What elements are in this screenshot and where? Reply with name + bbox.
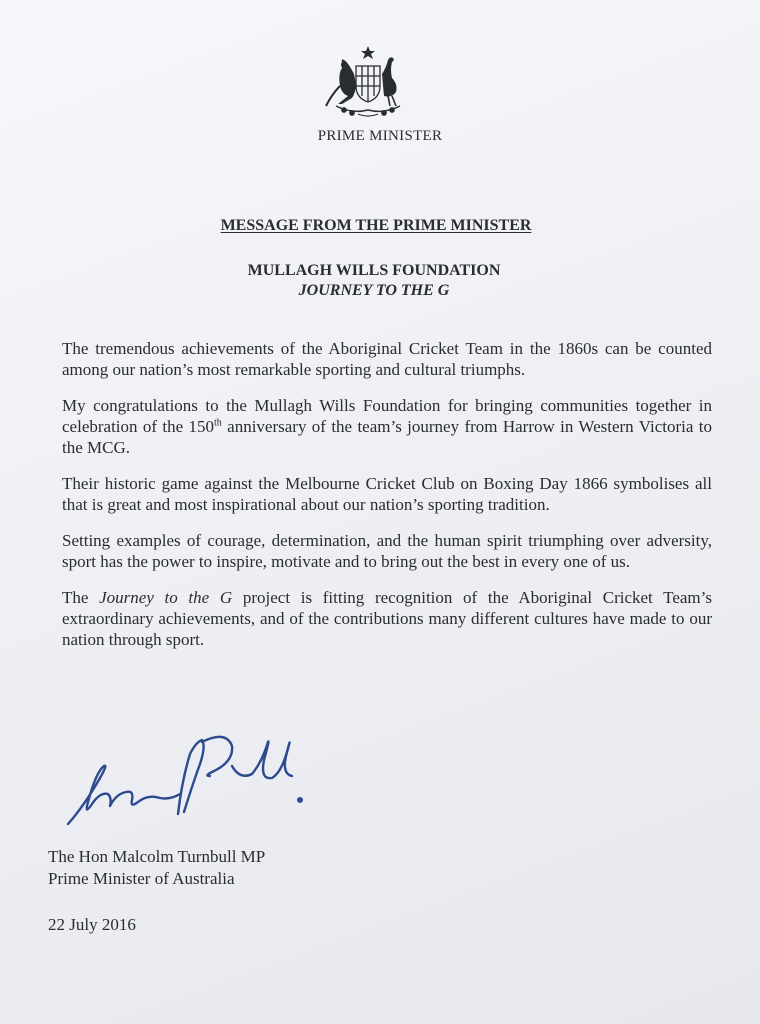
paragraph-1: The tremendous achievements of the Aboriginal Cricket Team in the 1860s can be counted among our nation’s most remarkable sporting and cultural triumphs.: [62, 339, 712, 379]
letter-date: 22 July 2016: [48, 915, 136, 934]
paragraph-3: Their historic game against the Melbourne Cricket Club on Boxing Day 1866 symbolises all that is great and most inspirational about our nation’s sporting tradition.: [62, 474, 712, 514]
message-heading: MESSAGE FROM THE PRIME MINISTER: [220, 217, 532, 234]
paragraph-2-start: My congratulations to the Mullagh Wills Foundation for bringing communities together in celebration of the 150: [62, 396, 712, 436]
signatory-title: Prime Minister of Australia: [48, 869, 235, 888]
paragraph-5: [62, 587, 712, 650]
paragraph-4: Setting examples of courage, determination, and the human spirit triumphing over adversity, sport has the power to inspire, motivate and to bring out the best in every one of us.: [62, 531, 712, 571]
paragraph-5-end: project is fitting recognition of the Aboriginal Cricket Team’s extraordinary achievements, and of the contributions many different cultures have made to our nation through sport.: [62, 588, 712, 649]
organisation-title: MULLAGH WILLS FOUNDATION: [247, 262, 501, 279]
project-name-italic: Journey to the G: [99, 588, 233, 607]
project-title: JOURNEY TO THE G: [298, 282, 450, 299]
signatory-name: The Hon Malcolm Turnbull MP: [48, 847, 266, 866]
ordinal-suffix: th: [214, 417, 222, 429]
handwritten-signature: [56, 720, 316, 832]
paragraph-2-end: anniversary of the team’s journey from Harrow in Western Victoria to the MCG.: [62, 417, 712, 457]
message-body: [62, 338, 712, 665]
paragraph-5-start: The: [62, 588, 100, 607]
letterhead-office-title: PRIME MINISTER: [317, 128, 443, 144]
paragraph-2: [62, 395, 712, 458]
coat-of-arms-icon: [318, 44, 418, 120]
